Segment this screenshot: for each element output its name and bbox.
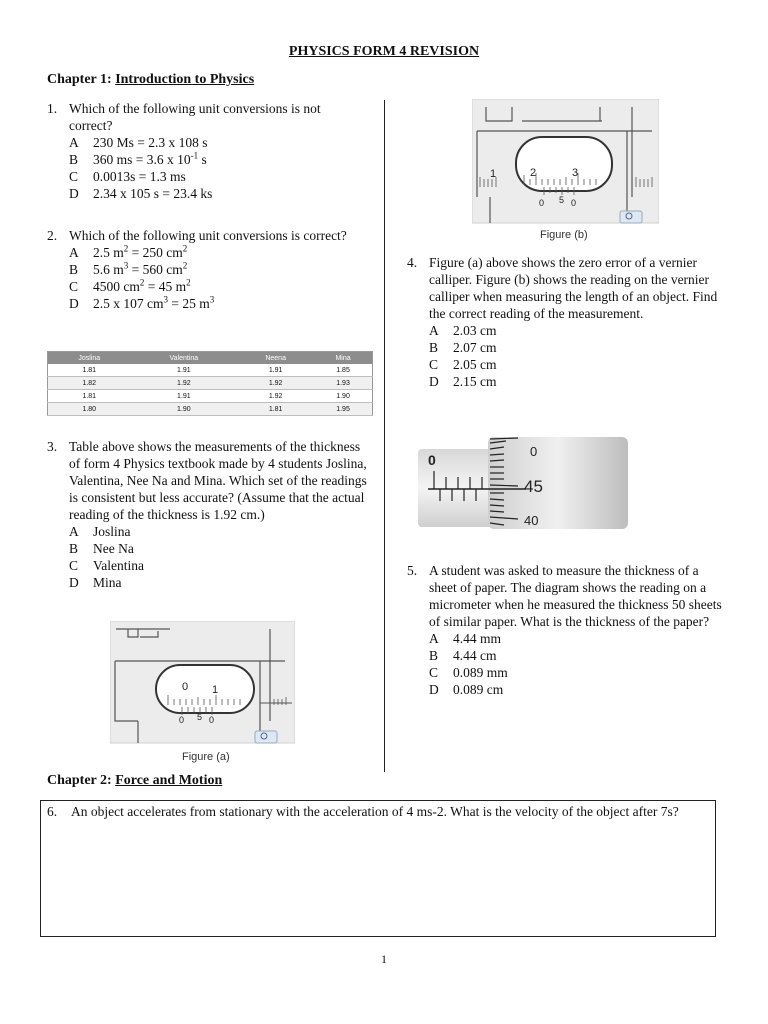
thimble-scale-label: 40 [524, 513, 539, 528]
option-b: B Nee Na [69, 541, 134, 556]
column-header: Neena [237, 352, 314, 365]
chapter-2-heading [47, 773, 222, 789]
chapter-2-prefix: Chapter 2: [47, 773, 112, 788]
vernier-scale-label: 0 [571, 198, 577, 208]
option-b: B 5.6 $m^3 = 560$ $cm^2$ [69, 260, 188, 277]
option-c: C 0.0013s = 1.3 ms [69, 169, 186, 184]
question-text: Table above shows the measurements of the thickness of form 4 Physics textbook made by 4 students Joslina, Valentina, Nee Na and Mina. Which set of the readings is consistent but less accurate? (Assume that the actual reading of the thickness is 1.92 cm.) [69, 439, 367, 522]
option-a: A Joslina [69, 524, 131, 539]
question-5 [407, 562, 727, 698]
option-c: C 4500 $cm^2 = 45$ $m^2$ [69, 277, 191, 294]
option-c: C 0.089 mm [429, 665, 508, 680]
figure-b-caption: Figure (b) [540, 229, 588, 241]
option-d: D Mina [69, 575, 122, 590]
chapter-1-prefix: Chapter 1: [47, 72, 112, 87]
question-number: 6. [47, 804, 58, 819]
question-text: A student was asked to measure the thickness of a sheet of paper. The diagram shows the reading on a micrometer when he measured the thickness 50 sheets of similar paper. What is the thickness of the paper? [429, 563, 722, 629]
main-scale-label: 0 [182, 681, 189, 693]
chapter-1-name: Introduction to Physics [115, 72, 255, 87]
micrometer-figure [418, 437, 628, 529]
question-text: An object accelerates from stationary with the acceleration of 4 ms-2. What is the velocity of the object after 7s? [71, 804, 679, 819]
option-b: B 360 ms = 3.6 x $10^{-1}$ s [69, 150, 207, 167]
column-header: Valentina [131, 352, 238, 365]
question-text: Which of the following unit conversions is not correct? [69, 101, 321, 133]
question-text: Figure (a) above shows the zero error of a vernier calliper. Figure (b) shows the reading on the vernier calliper when measuring the length of an object. Find the correct reading of the measurement. [429, 255, 718, 321]
main-scale-label: 2 [530, 167, 537, 179]
option-a: A 4.44 mm [429, 631, 502, 646]
question-6-box [40, 800, 716, 937]
table-row: 1.80 1.90 1.81 1.95 [48, 403, 373, 416]
vernier-scale-label: 5 [559, 195, 565, 205]
micrometer-image [418, 437, 628, 529]
option-c: C Valentina [69, 558, 144, 573]
figure-b-vernier-calliper [472, 99, 659, 241]
option-a: A 2.03 cm [429, 323, 497, 338]
question-text: Which of the following unit conversions is correct? [69, 228, 347, 243]
chapter-1-heading [47, 72, 254, 88]
option-d: D 2.34 x 105 s = 23.4 ks [69, 186, 213, 201]
option-b: B 4.44 cm [429, 648, 497, 663]
question-1 [47, 100, 367, 202]
vernier-scale-label: 0 [179, 715, 185, 725]
option-a: A 2.5 $m^2 = 250$ $cm^2$ [69, 243, 188, 260]
option-a: A 230 Ms = 2.3 x 108 s [69, 135, 208, 150]
option-b: B 2.07 cm [429, 340, 497, 355]
option-d: D 2.15 cm [429, 374, 497, 389]
question-3 [47, 438, 367, 591]
table-header-row [48, 352, 373, 365]
column-header: Mina [314, 352, 372, 365]
vernier-calliper-a-image [110, 621, 295, 749]
option-d: D 2.5 x 107 $cm^3 = 25$ $m^3$ [69, 294, 215, 311]
page-title: PHYSICS FORM 4 REVISION [288, 44, 480, 59]
question-4 [407, 254, 727, 390]
table-row: 1.82 1.92 1.92 1.93 [48, 377, 373, 390]
vernier-calliper-b-image [472, 99, 659, 227]
thimble-scale-label: 45 [524, 477, 543, 496]
question-number: 2. [47, 228, 58, 243]
question-number: 4. [407, 255, 418, 270]
vernier-scale-label: 5 [197, 712, 203, 722]
vernier-scale-label: 0 [209, 715, 215, 725]
table-row: 1.81 1.91 1.91 1.85 [48, 364, 373, 377]
column-header: Joslina [48, 352, 131, 365]
option-c: C 2.05 cm [429, 357, 497, 372]
question-number: 5. [407, 563, 418, 578]
question-number: 3. [47, 439, 58, 454]
chapter-2-name: Force and Motion [115, 773, 223, 788]
question-2 [47, 227, 367, 312]
page-number: 1 [381, 952, 387, 966]
question-6 [47, 803, 687, 820]
figure-a-caption: Figure (a) [182, 751, 230, 763]
vernier-scale-label: 0 [539, 198, 545, 208]
sleeve-scale-label: 0 [428, 452, 436, 468]
column-divider [384, 100, 385, 772]
main-scale-label: 1 [490, 168, 497, 180]
figure-a-vernier-calliper [110, 621, 295, 763]
question-number: 1. [47, 101, 58, 116]
measurements-table [47, 351, 373, 416]
table-row: 1.81 1.91 1.92 1.90 [48, 390, 373, 403]
option-d: D 0.089 cm [429, 682, 504, 697]
main-scale-label: 1 [212, 684, 219, 696]
thimble-scale-label: 0 [530, 444, 538, 459]
main-scale-label: 3 [572, 167, 579, 179]
